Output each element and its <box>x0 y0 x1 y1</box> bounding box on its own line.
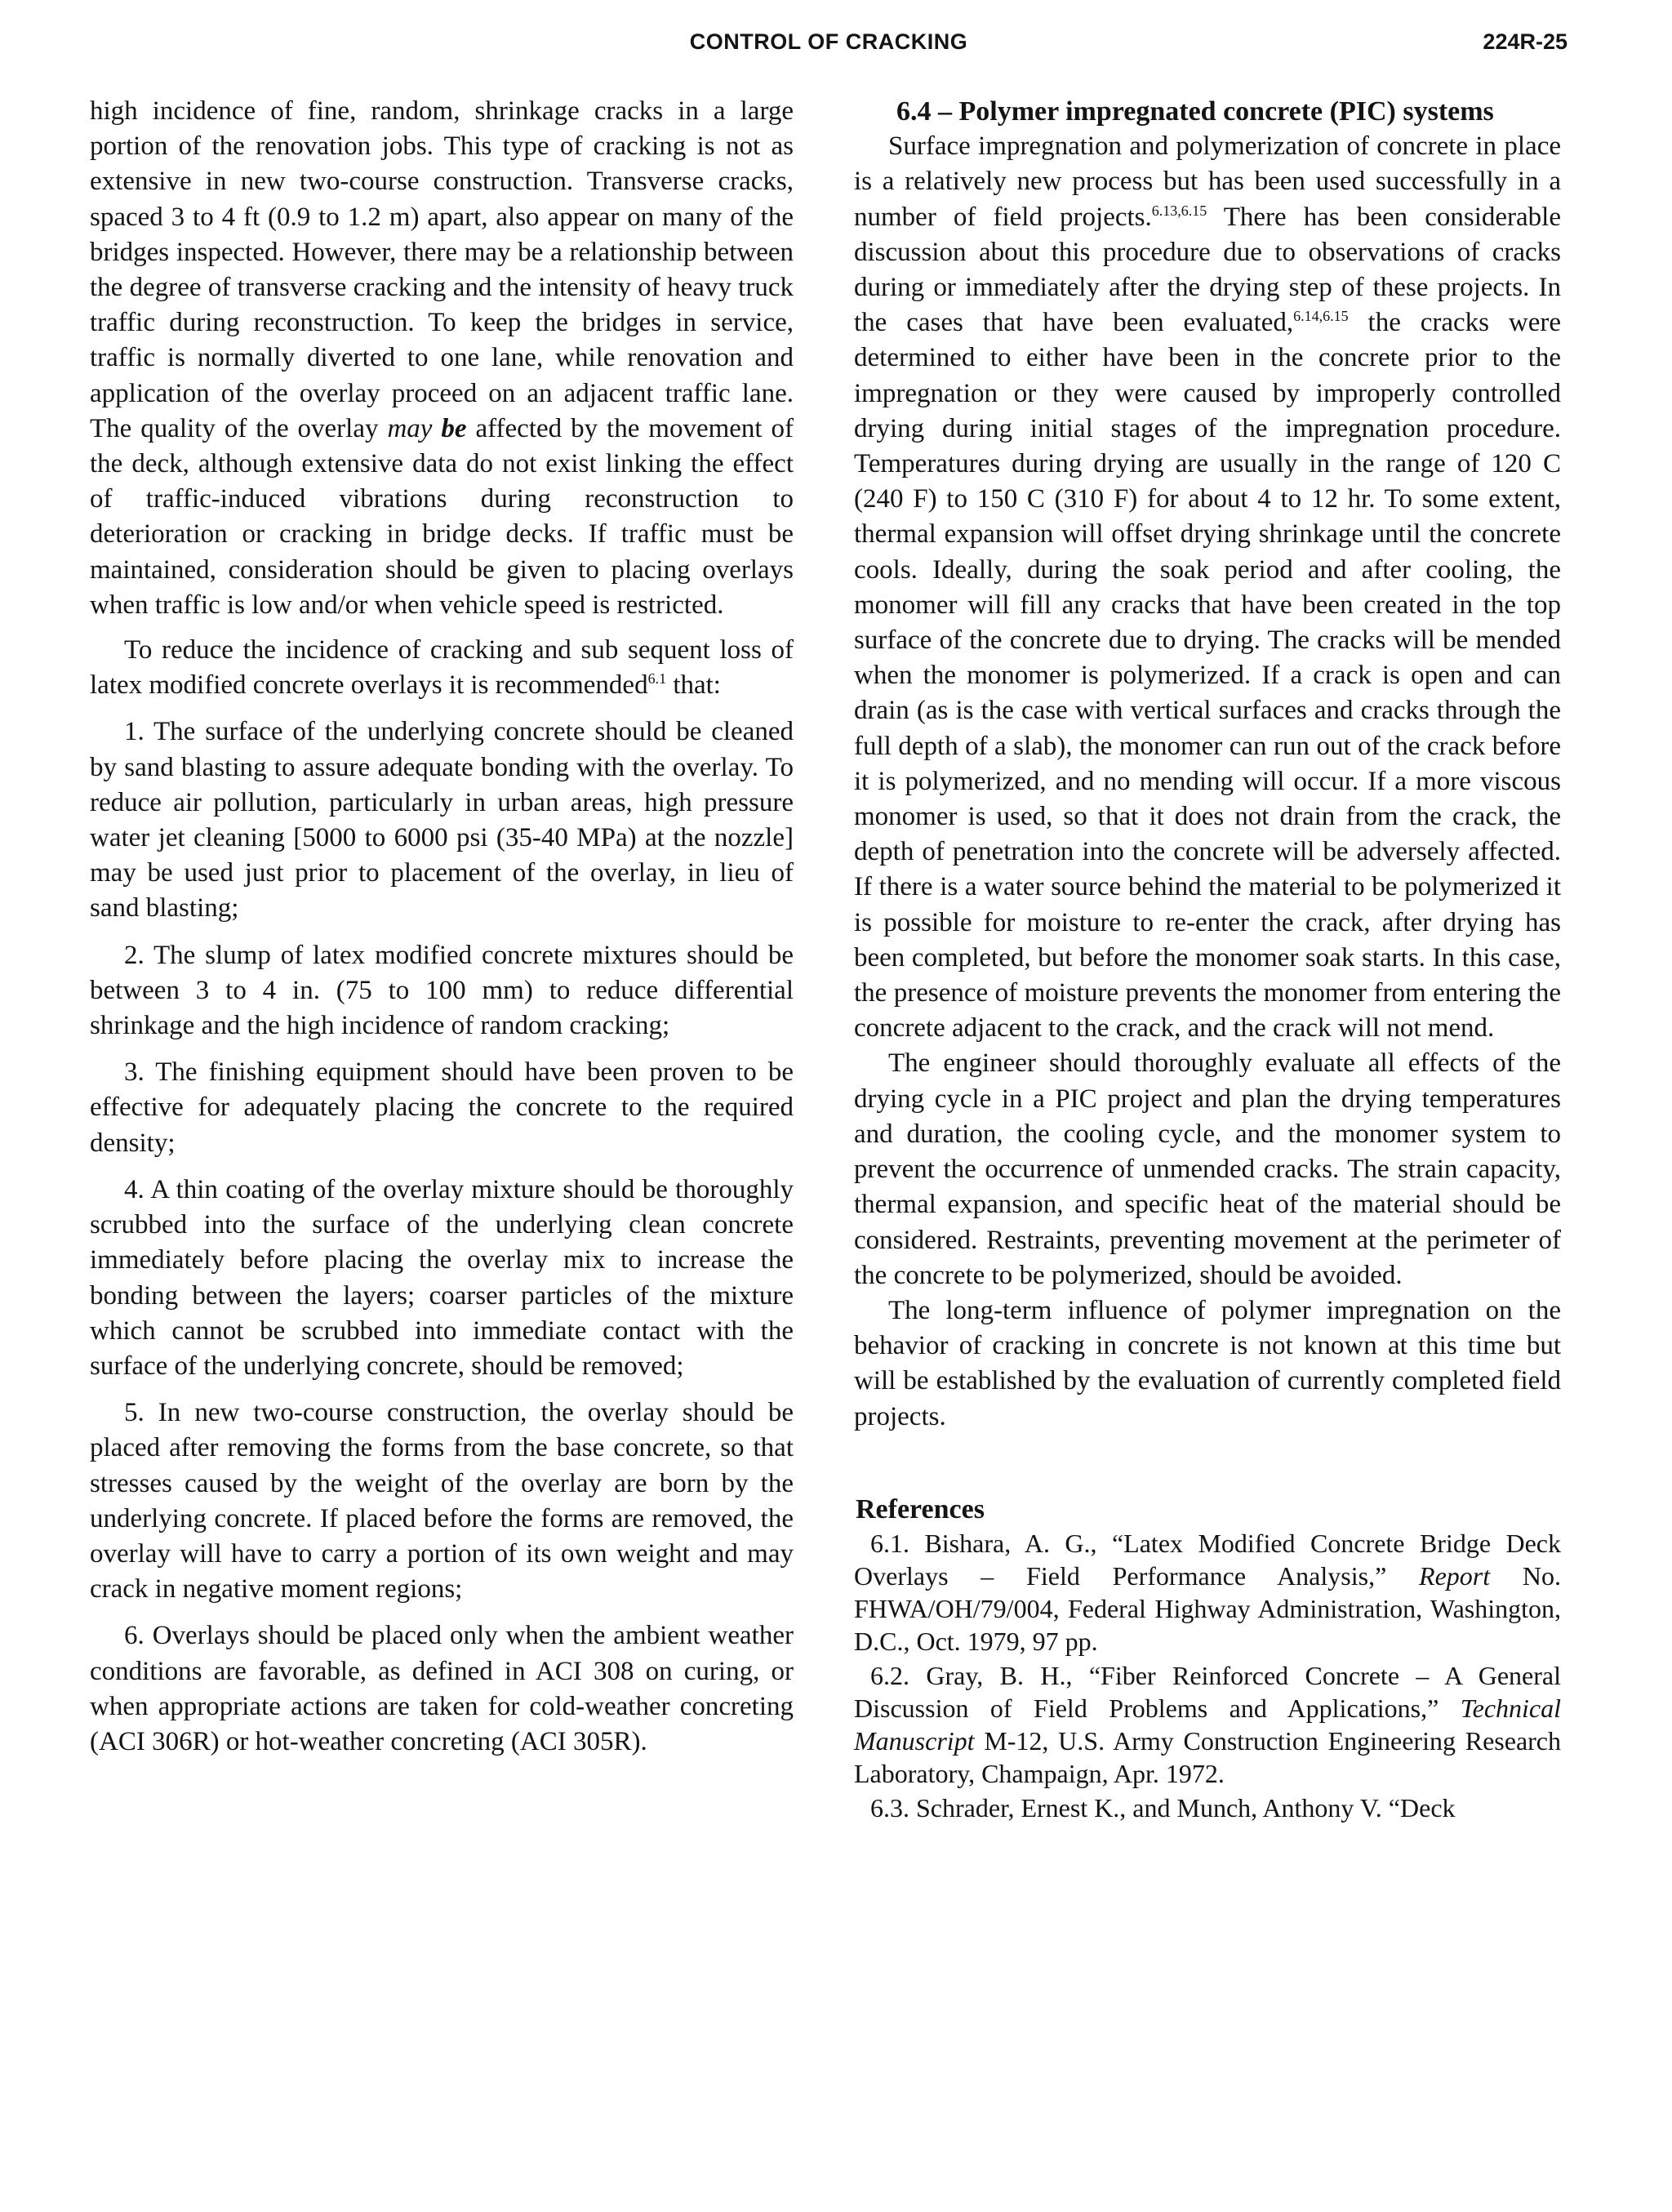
recommend-paragraph <box>90 633 794 703</box>
pic-paragraph-3: The long-term influence of polymer impregnation on the behavior of cracking in concrete is not known at this time but will be established by the evaluation of currently completed field projects. <box>854 1295 1561 1431</box>
list-item: 6. Overlays should be placed only when the ambient weather conditions are favorable, as defined in ACI 308 on curing, or when appropriate actions are taken for cold-weather concreting (ACI 306R) or hot-weather concreting (ACI 305R). <box>90 1621 794 1756</box>
pic-paragraph-1 <box>854 129 1561 1046</box>
list-item: 3. The finishing equipment should have been proven to be effective for adequately placing the concrete to the required density; <box>90 1057 794 1158</box>
list-item: 5. In new two-course construction, the overlay should be placed after removing the forms from the base concrete, so that stresses caused by the weight of the overlay are born by the underlying concrete. If placed before the forms are removed, the overlay will have to carry a portion of its own weight and may crack in negative moment regions; <box>90 1398 794 1604</box>
recommend-tail: that: <box>673 670 721 701</box>
reference-text: 6.1. Bishara, A. G., “Latex Modified Concrete Bridge Deck Overlays – Field Performance Analysis,” <box>854 1528 1561 1591</box>
intro-emphasis: may <box>387 413 433 443</box>
intro-rest: affected by the movement of the deck, although extensive data do not exist linking the effect of traffic-induced vibrations during reconstruction to deterioration or cracking in bridge decks. If traffic must be maintained, consideration should be given to placing overlays when traffic is low and/or when vehicle speed is restricted. <box>90 413 794 620</box>
list-item: 2. The slump of latex modified concrete mixtures should be between 3 to 4 in. (75 to 100 mm) to reduce differential shrinkage and the high incidence of random cracking; <box>90 940 794 1041</box>
reference-text: M-12, U.S. Army Construction Engineering Research Laboratory, Champaign, Apr. 1972. <box>854 1725 1562 1788</box>
citation-superscript: 6.13,6.15 <box>1151 202 1207 219</box>
page-number: 224R-25 <box>1483 29 1568 54</box>
list-item: 1. The surface of the underlying concrete should be cleaned by sand blasting to assure adequate bonding with the overlay. To reduce air pollution, particularly in urban areas, high pressure water jet cleaning [5000 to 6000 psi (35-40 MPa) at the nozzle] may be used just prior to placement of the overlay, in lieu of sand blasting; <box>90 717 794 924</box>
pic-paragraph-2: The engineer should thoroughly evaluate all effects of the drying cycle in a PIC project and plan the drying temperatures and duration, the cooling cycle, and the monomer system to prevent the occurrence of unmended cracks. The strain capacity, thermal expansion, and specific heat of the material should be considered. Restraints, preventing movement at the perimeter of the concrete to be polymerized, should be avoided. <box>854 1048 1561 1290</box>
running-title: CONTROL OF CRACKING <box>689 29 968 54</box>
intro-paragraph <box>90 94 794 623</box>
reference-emphasis: Report <box>1419 1560 1491 1591</box>
list-item: 4. A thin coating of the overlay mixture should be thoroughly scrubbed into the surface of the underlying clean concrete immediately before placing the overlay mix to increase the bonding between the layers; coarser particles of the mixture which cannot be scrubbed into immediate contact with the surface of the underlying concrete, should be removed; <box>90 1174 794 1381</box>
pic-p1-a: Surface impregnation and polymerization of concrete in place is a relatively new process but has been used successfully in a number of field projects. <box>854 131 1561 232</box>
reference-text: No. FHWA/OH/79/004, Federal Highway Administration, Washington, D.C., Oct. 1979, 97 pp. <box>854 1560 1561 1656</box>
reference-item: 6.3. Schrader, Ernest K., and Munch, Anthony V. “Deck <box>870 1792 1456 1823</box>
left-column <box>90 94 794 1760</box>
intro-bold: be <box>441 413 467 443</box>
recommend-text: To reduce the incidence of cracking and sub sequent loss of latex modified concrete overlays it is recommended <box>90 635 794 701</box>
reference-emphasis: Technical Manuscript <box>854 1693 1562 1756</box>
references-heading: References <box>856 1493 985 1524</box>
reference-item <box>854 1527 1561 1658</box>
reference-text: 6.2. Gray, B. H., “Fiber Reinforced Concrete – A General Discussion of Field Problems and Applications,” <box>854 1660 1561 1723</box>
citation-superscript: 6.14,6.15 <box>1293 308 1349 325</box>
intro-text: high incidence of fine, random, shrinkage cracks in a large portion of the renovation jobs. This type of cracking is not as extensive in new two-course construction. Transverse cracks, spaced 3 to 4 ft (0.9 to 1.2 m) apart, also appear on many of the bridges inspected. However, there may be a relationship between the degree of transverse cracking and the intensity of heavy truck traffic during reconstruction. To keep the bridges in service, traffic is normally diverted to one lane, while renovation and application of the overlay proceed on an adjacent traffic lane. The quality of the overlay <box>90 96 794 443</box>
pic-p1-b: There has been considerable discussion about this procedure due to observations of cracks during or immediately after the drying step of these projects. In the cases that have been evaluated, <box>854 202 1561 338</box>
section-heading: 6.4 – Polymer impregnated concrete (PIC) systems <box>896 96 1494 127</box>
right-column <box>854 94 1561 1824</box>
citation-superscript: 6.1 <box>647 670 667 688</box>
page-header <box>90 24 1568 65</box>
pic-p1-c: the cracks were determined to either have been in the concrete prior to the impregnation or they were caused by improperly controlled drying during initial stages of the impregnation procedure. Temperatures during drying are usually in the range of 120 C (240 F) to 150 C (310 F) for about 4 to 12 hr. To some extent, thermal expansion will offset drying shrinkage until the concrete cools. Ideally, during the soak period and after cooling, the monomer will fill any cracks that have been created in the top surface of the concrete due to drying. The cracks will be mended when the monomer is polymerized. If a crack is open and can drain (as is the case with vertical surfaces and cracks through the full depth of a slab), the monomer can run out of the crack before it is polymerized, and no mending will occur. If a more viscous monomer is used, so that it does not drain from the crack, the depth of penetration into the concrete will be adversely affected. If there is a water source behind the material to be polymerized it is possible for moisture to re-enter the crack, after drying has been completed, but before the monomer soak starts. In this case, the presence of moisture prevents the monomer from entering the concrete adjacent to the crack, and the crack will not mend. <box>854 308 1562 1044</box>
reference-item <box>854 1659 1561 1790</box>
